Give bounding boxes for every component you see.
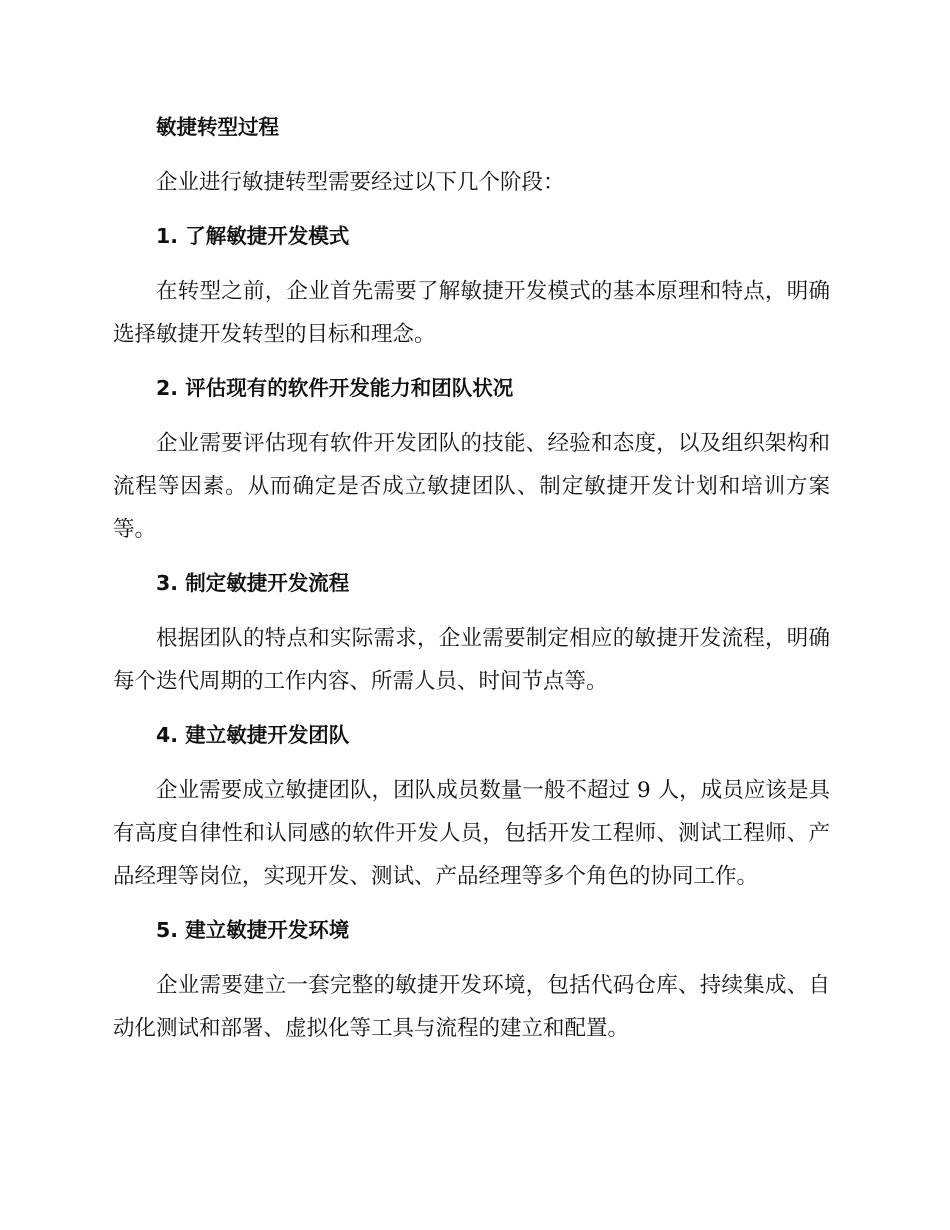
section-body-2: 企业需要评估现有软件开发团队的技能、经验和态度，以及组织架构和流程等因素。从而确定是否成立敏捷团队、制定敏捷开发计划和培训方案等。	[113, 431, 830, 542]
section-heading-2: 2. 评估现有的软件开发能力和团队状况	[156, 376, 514, 400]
section-body-3: 根据团队的特点和实际需求，企业需要制定相应的敏捷开发流程，明确每个迭代周期的工作内容、所需人员、时间节点等。	[113, 626, 830, 694]
section-body-1: 在转型之前，企业首先需要了解敏捷开发模式的基本原理和特点，明确选择敏捷开发转型的目标和理念。	[113, 279, 830, 347]
section-heading-5: 5. 建立敏捷开发环境	[156, 918, 350, 942]
document-title: 敏捷转型过程	[156, 115, 279, 139]
section-heading-3: 3. 制定敏捷开发流程	[156, 571, 350, 595]
section-heading-4: 4. 建立敏捷开发团队	[156, 723, 350, 747]
intro-paragraph: 企业进行敏捷转型需要经过以下几个阶段：	[156, 170, 565, 195]
section-heading-1: 1. 了解敏捷开发模式	[156, 224, 350, 248]
document-body	[113, 108, 830, 1050]
section-body-5: 企业需要建立一套完整的敏捷开发环境，包括代码仓库、持续集成、自动化测试和部署、虚拟化等工具与流程的建立和配置。	[113, 973, 830, 1041]
section-body-4: 企业需要成立敏捷团队，团队成员数量一般不超过 9 人，成员应该是具有高度自律性和认同感的软件开发人员，包括开发工程师、测试工程师、产品经理等岗位，实现开发、测试、产品经理等多个角色的协同工作。	[113, 778, 830, 889]
